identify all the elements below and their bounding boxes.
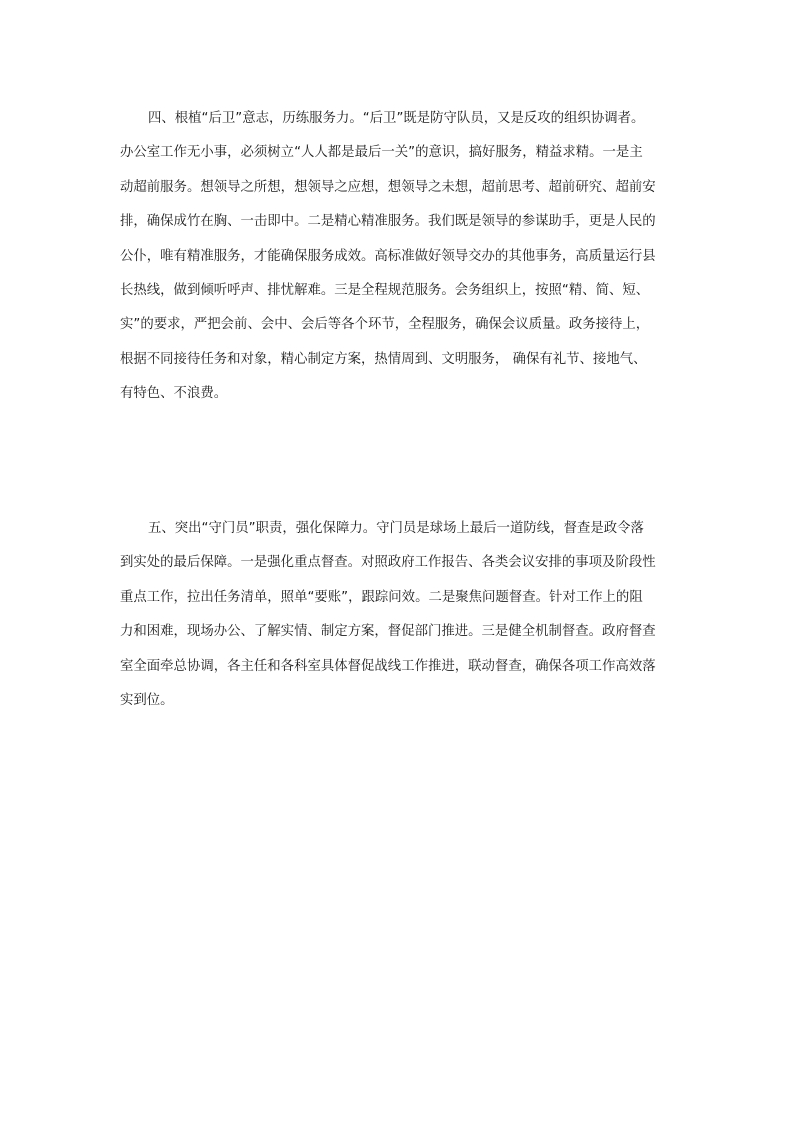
text-line: 五、突出“守门员”职责，强化保障力。守门员是球场上最后一道防线，督查是政令落 [148, 521, 644, 536]
text-line: 实到位。 [120, 692, 174, 708]
text-line: 公仆，唯有精准服务，才能确保服务成效。高标准做好领导交办的其他事务，高质量运行县 [120, 248, 656, 264]
paragraph-shoumenyuan [120, 512, 684, 718]
text-line: 长热线，做到倾听呼声、排忧解难。三是全程规范服务。会务组织上，按照“精、简、短、 [120, 282, 650, 298]
text-line: 重点工作，拉出任务清单，照单“要账”，跟踪问效。二是聚焦问题督查。针对工作上的阻 [120, 589, 643, 605]
text-line: 排，确保成竹在胸、一击即中。二是精心精准服务。我们既是领导的参谋助手，更是人民的 [120, 214, 656, 230]
text-line: 力和困难，现场办公、了解实情、制定方案，督促部门推进。三是健全机制督查。政府督查 [120, 624, 656, 640]
text-line: 有特色、不浪费。 [120, 386, 228, 402]
text-line: 实”的要求，严把会前、会中、会后等各个环节，全程服务，确保会议质量。政务接待上， [120, 317, 650, 333]
text-line: 到实处的最后保障。一是强化重点督查。对照政府工作报告、各类会议安排的事项及阶段性 [120, 555, 656, 571]
text-line: 室全面牵总协调，各主任和各科室具体督促战线工作推进，联动督查，确保各项工作高效落 [120, 658, 656, 674]
text-line: 动超前服务。想领导之所想，想领导之应想，想领导之未想，超前思考、超前研究、超前安 [120, 179, 656, 195]
paragraph-houwei [120, 102, 684, 412]
text-line: 办公室工作无小事，必须树立“人人都是最后一关”的意识，搞好服务，精益求精。一是主 [120, 145, 643, 161]
text-line: 根据不同接待任务和对象，精心制定方案，热情周到、文明服务， 确保有礼节、接地气、 [120, 351, 647, 367]
text-line: 四、根植“后卫”意志，历练服务力。“后卫”既是防守队员，又是反攻的组织协调者。 [148, 111, 645, 126]
